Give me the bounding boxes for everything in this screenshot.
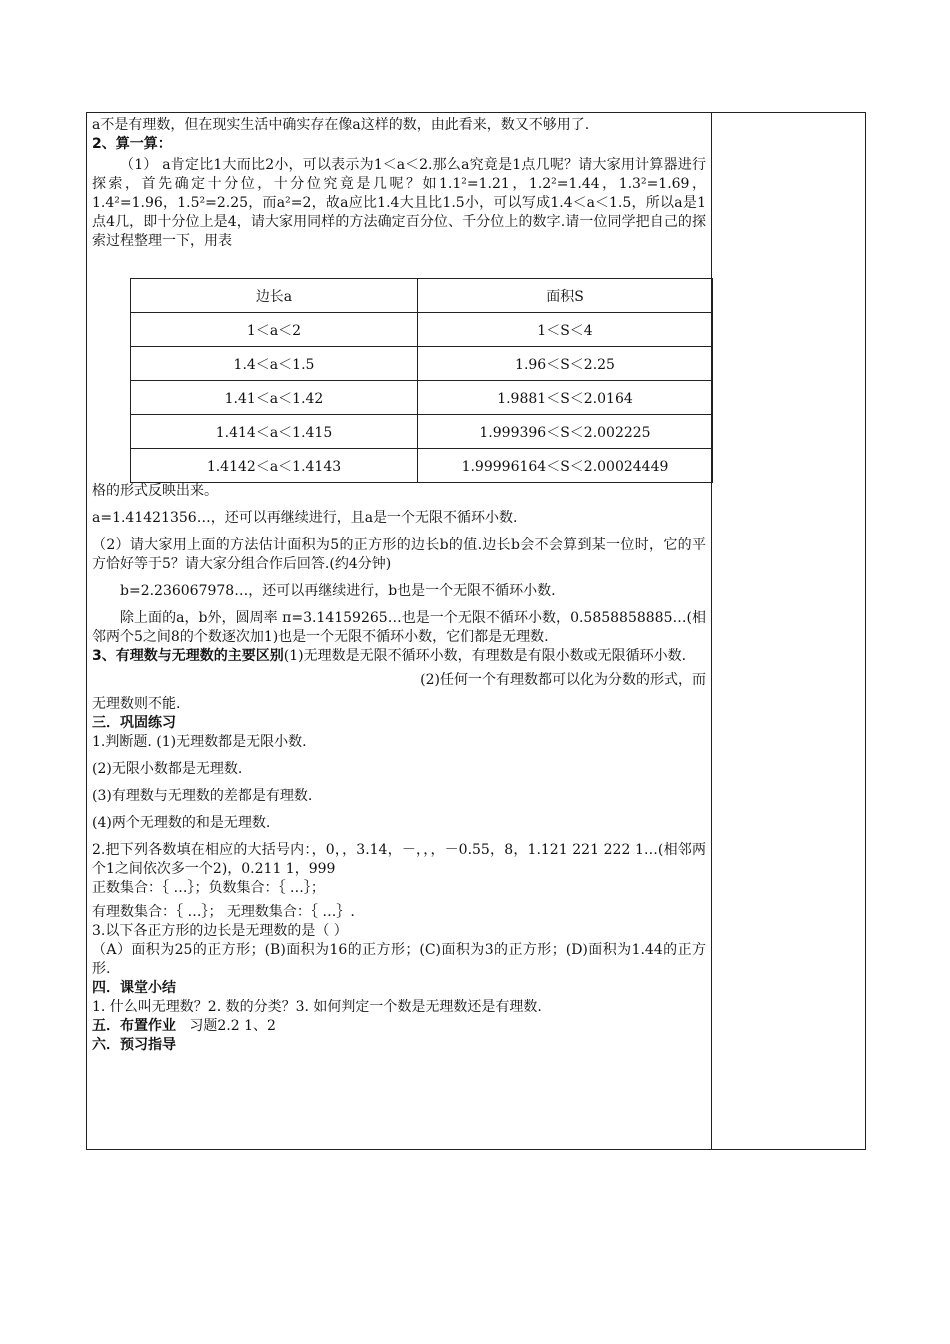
table-cell: 1.99996164＜S＜2.00024449 xyxy=(418,449,713,483)
table-cell: 1.414＜a＜1.415 xyxy=(131,415,418,449)
table-follow-text: 格的形式反映出来。 xyxy=(92,483,218,499)
table-cell: 1＜a＜2 xyxy=(131,313,418,347)
table-cell: 1.4142＜a＜1.4143 xyxy=(131,449,418,483)
question-1-2: (2)无限小数都是无理数. xyxy=(92,761,243,777)
after-table-content xyxy=(92,482,706,1055)
homework: 习题2.2 1、2 xyxy=(189,1018,276,1034)
question-1-3: (3)有理数与无理数的差都是有理数. xyxy=(92,788,313,804)
question-1-4: (4)两个无理数的和是无理数. xyxy=(92,815,271,831)
question-2-set-1: 正数集合：｛ …｝；负数集合：｛ …｝； xyxy=(92,880,325,896)
table-row xyxy=(131,347,713,381)
part-3-title: 三．巩固练习 xyxy=(92,715,176,731)
table-cell: 1.41＜a＜1.42 xyxy=(131,381,418,415)
table-header-row xyxy=(131,279,713,313)
summary: 1. 什么叫无理数？2. 数的分类？3. 如何判定一个数是无理数还是有理数. xyxy=(92,999,542,1015)
section-2-title: 2、算一算： xyxy=(92,136,172,152)
table-row xyxy=(131,449,713,483)
part-5-title: 五．布置作业 xyxy=(92,1018,176,1034)
question-2: 2.把下列各数填在相应的大括号内：，0，，3.14，－，，，－0.55，8，1.121 221 222 1…(相邻两个1之间依次多一个2)，0.211 1，999 xyxy=(92,842,706,877)
part-5-line xyxy=(92,1017,706,1036)
question-3-options: （A）面积为25的正方形；(B)面积为16的正方形；(C)面积为3的正方形；(D)面积为1.44的正方形. xyxy=(92,942,706,977)
estimation-table xyxy=(130,278,713,483)
table-header: 边长a xyxy=(131,279,418,313)
intro-line: a不是有理数，但在现实生活中确实存在像a这样的数，由此看来，数又不够用了. xyxy=(92,117,590,133)
table-row xyxy=(131,313,713,347)
table-row xyxy=(131,381,713,415)
table-cell: 1.9881＜S＜2.0164 xyxy=(418,381,713,415)
table-cell: 1.4＜a＜1.5 xyxy=(131,347,418,381)
section-3-text-2b: 无理数则不能. xyxy=(92,696,181,712)
question-3: 3.以下各正方形的边长是无理数的是（ ） xyxy=(92,923,348,939)
pi-para: 除上面的a，b外，圆周率 π=3.14159265…也是一个无限不循环小数，0.5858858885…(相邻两个5之间8的个数逐次加1)也是一个无限不循环小数，它们都是无理数. xyxy=(92,610,706,645)
main-content xyxy=(92,116,706,251)
table-cell: 1＜S＜4 xyxy=(418,313,713,347)
table-header: 面积S xyxy=(418,279,713,313)
column-divider xyxy=(711,112,712,1150)
b-value: b=2.236067978…，还可以再继续进行，b也是一个无限不循环小数. xyxy=(120,583,556,599)
section-3-text-1: (1)无理数是无限不循环小数，有理数是有限小数或无限循环小数. xyxy=(283,648,687,664)
section-3-title: 3、有理数与无理数的主要区别 xyxy=(92,648,284,664)
table-cell: 1.999396＜S＜2.002225 xyxy=(418,415,713,449)
part-6-title: 六．预习指导 xyxy=(92,1037,176,1053)
section-3-text-2a: (2)任何一个有理数都可以化为分数的形式，而 xyxy=(420,672,706,688)
section-3-line xyxy=(92,647,706,666)
a-value: a=1.41421356…，还可以再继续进行，且a是一个无限不循环小数. xyxy=(92,510,518,526)
table-row xyxy=(131,415,713,449)
para-1: （1） a肯定比1大而比2小，可以表示为1＜a＜2.那么a究竟是1点几呢？请大家用计算器进行探索，首先确定十分位，十分位究竟是几呢？如1.1²=1.21，1.2²=1.44，1.3²=1.69，1.4²=1.96，1.5²=2.25，而a²=2，故a应比1.4大且比1.5小，可以写成1.4＜a＜1.5，所以a是1点4几，即十分位上是4，请大家用同样的方法确定百分位、千分位上的数字.请一位同学把自己的探索过程整理一下，用表 xyxy=(92,157,706,249)
question-2-set-2: 有理数集合：｛ …｝； 无理数集合：｛ …｝. xyxy=(92,904,355,920)
table-cell: 1.96＜S＜2.25 xyxy=(418,347,713,381)
question-1: 1.判断题. (1)无理数都是无限小数. xyxy=(92,734,307,750)
part-4-title: 四．课堂小结 xyxy=(92,980,176,996)
para-2: （2）请大家用上面的方法估计面积为5的正方形的边长b的值.边长b会不会算到某一位时，它的平方恰好等于5？请大家分组合作后回答.(约4分钟) xyxy=(92,537,706,572)
